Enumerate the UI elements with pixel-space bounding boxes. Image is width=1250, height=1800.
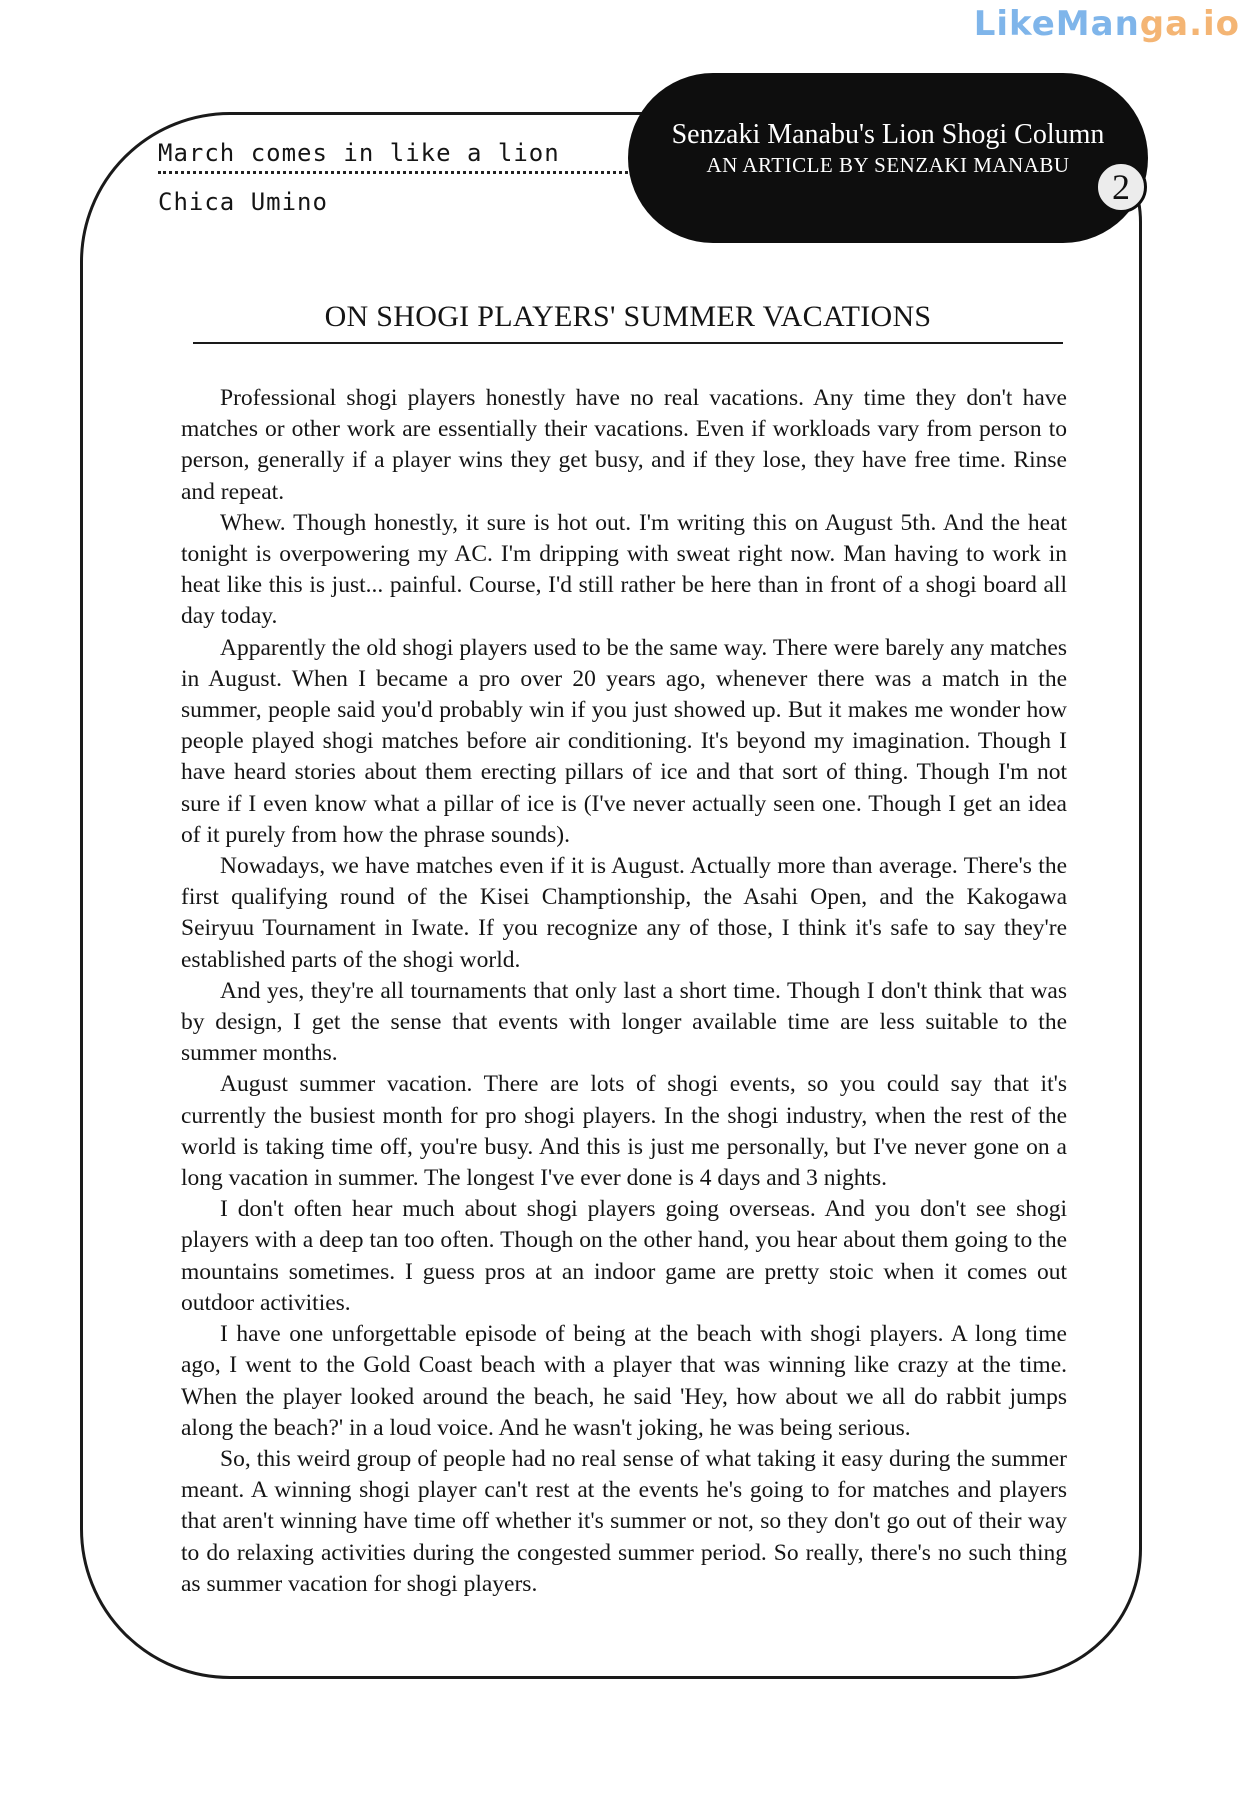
- issue-number-badge: 2: [1095, 161, 1147, 213]
- watermark-part-a: LikeMan: [973, 4, 1140, 44]
- article-paragraph: Professional shogi players honestly have no real vacations. Any time they don't have matches or other work are essentially their vacations. Even if workloads vary from person to person, generally if a player wins they get busy, and if they lose, they have free time. Rinse and repeat.: [181, 385, 1067, 505]
- column-subtitle: AN ARTICLE BY SENZAKI MANABU: [706, 153, 1070, 177]
- title-underline: [193, 342, 1063, 344]
- article-title: ON SHOGI PLAYERS' SUMMER VACATIONS: [324, 300, 932, 333]
- article-paragraph: Apparently the old shogi players used to be the same way. There were barely any matches in August. When I became a pro over 20 years ago, whenever there was a match in the summer, people said you'd probably win if you just showed up. But it makes me wonder how people played shogi matches before air conditioning. It's beyond my imagination. Though I have heard stories about them erecting pillars of ice and that sort of thing. Though I'm not sure if I even know what a pillar of ice is (I've never actually seen one. Though I get an idea of it purely from how the phrase sounds).: [181, 634, 1067, 848]
- article-paragraph: Whew. Though honestly, it sure is hot out. I'm writing this on August 5th. And the heat tonight is overpowering my AC. I'm dripping with sweat right now. Man having to work in heat like this is just... painful. Course, I'd still rather be here than in front of a shogi board all day today.: [181, 509, 1067, 630]
- column-header-badge: [628, 73, 1148, 243]
- series-meta: [158, 137, 633, 218]
- article-paragraph: I have one unforgettable episode of being at the beach with shogi players. A long time ago, I went to the Gold Coast beach with a player that was winning like crazy at the time. When the player looked around the beach, he said 'Hey, how about we all do rabbit jumps along the beach?' in a loud voice. And he wasn't joking, he was being serious.: [181, 1321, 1067, 1441]
- article-paragraph: August summer vacation. There are lots of shogi events, so you could say that it's currently the busiest month for pro shogi players. In the shogi industry, when the rest of the world is taking time off, you're busy. And this is just me personally, but I've never gone on a long vacation in summer. The longest I've ever done is 4 days and 3 nights.: [181, 1071, 1067, 1192]
- article-paragraph: And yes, they're all tournaments that only last a short time. Though I don't think that was by design, I get the sense that events with longer available time are less suitable to the summer months.: [181, 977, 1067, 1067]
- work-title: March comes in like a lion: [158, 139, 560, 167]
- article-body: [181, 383, 1067, 1600]
- article-paragraph: So, this weird group of people had no real sense of what taking it easy during the summer meant. A winning shogi player can't rest at the events he's going to for matches and players that aren't winning have time off whether it's summer or not, so they don't go out of their way to do relaxing activities during the congested summer period. So really, there's no such thing as summer vacation for shogi players.: [181, 1445, 1067, 1597]
- article-paragraph: Nowadays, we have matches even if it is August. Actually more than average. There's the first qualifying round of the Kisei Champtionship, the Asahi Open, and the Kakogawa Seiryuu Tournament in Iwate. If you recognize any of those, I think it's safe to say they're established parts of the shogi world.: [181, 853, 1067, 973]
- dotted-divider: [158, 171, 633, 174]
- article-paragraph: I don't often hear much about shogi players going overseas. And you don't see shogi players with a deep tan too often. Though on the other hand, you hear about them going to the mountains sometimes. I guess pros at an indoor game are pretty stoic when it comes out outdoor activities.: [181, 1196, 1067, 1316]
- column-name: Senzaki Manabu's Lion Shogi Column: [671, 119, 1105, 150]
- site-watermark: [974, 4, 1240, 44]
- watermark-part-b: ga.io: [1139, 4, 1240, 44]
- author-name: Chica Umino: [158, 188, 328, 216]
